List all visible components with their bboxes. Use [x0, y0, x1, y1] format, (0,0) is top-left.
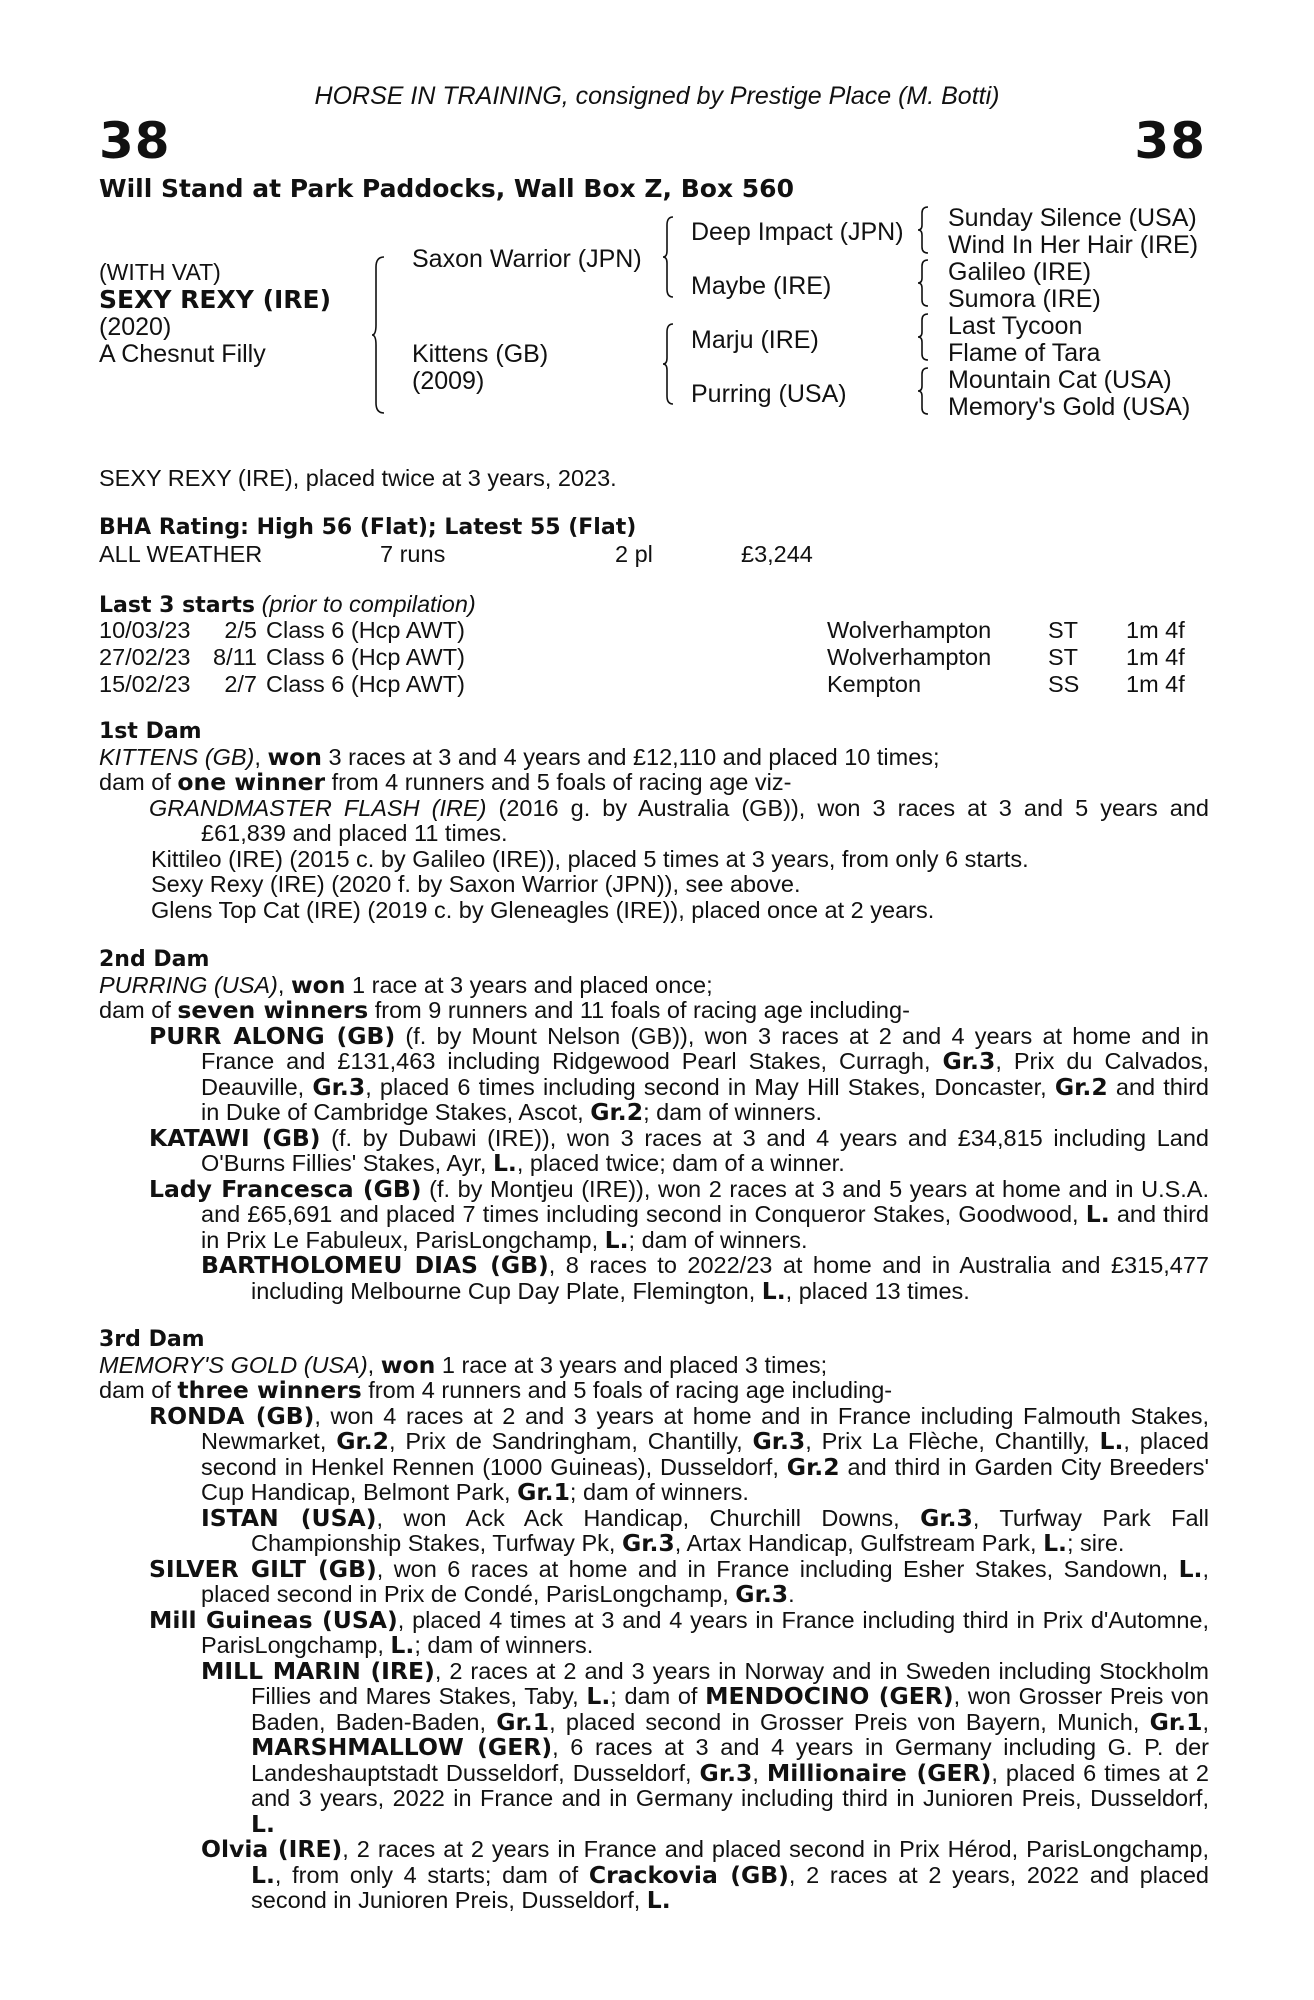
bha-rating: BHA Rating: High 56 (Flat); Latest 55 (Flat) [99, 515, 637, 540]
stand-location: Will Stand at Park Paddocks, Wall Box Z, Box 560 [99, 174, 794, 203]
start-course: Wolverhampton [827, 617, 992, 643]
third-dam-heading: 3rd Dam [99, 1327, 205, 1352]
start-course: Kempton [827, 671, 922, 697]
third-dam-line2: dam of three winners from 4 runners and 5 foals of racing age including- [99, 1376, 893, 1404]
first-dam-section [99, 719, 1209, 923]
start-class: Class 6 (Hcp AWT) [266, 617, 465, 643]
second-dam-produce: KATAWI (GB) (f. by Dubawi (IRE)), won 3 races at 3 and 4 years and £34,815 including Land O'Burns Fillies' Stakes, Ayr, L., placed twice; dam of a winner. [149, 1123, 1209, 1177]
start-distance: 1m 4f [1126, 671, 1185, 697]
second-dam-line2: dam of seven winners from 9 runners and 11 foals of racing age including- [99, 996, 910, 1024]
pedigree-dam-year: (2009) [412, 367, 485, 395]
start-distance: 1m 4f [1126, 644, 1185, 670]
rating-runs: 7 runs [380, 541, 446, 567]
second-dam-section [99, 947, 1209, 1304]
start-going: ST [1048, 617, 1079, 643]
last-starts-note: (prior to compilation) [261, 591, 476, 617]
pedigree-g3-2: Wind In Her Hair (IRE) [948, 231, 1199, 259]
start-row [99, 671, 1185, 698]
horse-name: SEXY REXY (IRE) [99, 285, 332, 314]
start-distance: 1m 4f [1126, 617, 1185, 643]
rating-earnings: £3,244 [741, 541, 813, 567]
start-position: 8/11 [213, 644, 257, 670]
pedigree-g3-3: Galileo (IRE) [948, 258, 1092, 286]
start-going: ST [1048, 644, 1079, 670]
first-dam-produce: Sexy Rexy (IRE) (2020 f. by Saxon Warrior (JPN)), see above. [151, 871, 801, 897]
pedigree-g3-8: Memory's Gold (USA) [948, 393, 1191, 421]
pedigree-bracket-dam [663, 322, 681, 406]
start-date: 15/02/23 [99, 671, 191, 697]
start-row [99, 617, 1185, 644]
race-summary: SEXY REXY (IRE), placed twice at 3 years, 2023. [99, 465, 617, 491]
start-date: 10/03/23 [99, 617, 191, 643]
first-dam-produce: Kittileo (IRE) (2015 c. by Galileo (IRE)), placed 5 times at 3 years, from only 6 starts. [151, 845, 1029, 872]
rating-placed: 2 pl [615, 541, 653, 567]
third-dam-grandproduce: MILL MARIN (IRE), 2 races at 2 and 3 years in Norway and in Sweden including Stockholm Fillies and Mares Stakes, Taby, L.; dam of MENDOCINO (GER), won Grosser Preis von Baden, Baden-Baden, Gr.1, placed second in Grosser Preis von Bayern, Munich, Gr.1, MARSHMALLOW (GER), 6 races at 3 and 4 years in Germany including G. P. der Landeshauptstadt Dusseldorf, Dusseldorf, Gr.3, Millionaire (GER), placed 6 times at 2 and 3 years, 2022 in France and in Germany including third in Junioren Preis, Dusseldorf, L. [201, 1656, 1209, 1838]
pedigree-dam-dam: Purring (USA) [691, 380, 847, 408]
horse-description: A Chesnut Filly [99, 340, 266, 368]
pedigree-bracket-g3-4 [918, 366, 934, 416]
catalogue-header: HORSE IN TRAINING, consigned by Prestige Place (M. Botti) [314, 82, 1000, 110]
pedigree-g3-4: Sumora (IRE) [948, 285, 1101, 313]
pedigree-g3-1: Sunday Silence (USA) [948, 204, 1197, 232]
pedigree-sire: Saxon Warrior (JPN) [412, 245, 642, 273]
start-class: Class 6 (Hcp AWT) [266, 644, 465, 670]
start-row [99, 644, 1185, 671]
pedigree-g3-5: Last Tycoon [948, 312, 1083, 340]
third-dam-produce: SILVER GILT (GB), won 6 races at home and in France including Esher Stakes, Sandown, L., placed second in Prix de Condé, ParisLongchamp, Gr.3. [149, 1554, 1209, 1608]
pedigree-sire-sire: Deep Impact (JPN) [691, 218, 904, 246]
start-course: Wolverhampton [827, 644, 992, 670]
third-dam-grandproduce: Olvia (IRE), 2 races at 2 years in France and placed second in Prix Hérod, ParisLongchamp, L., from only 4 starts; dam of Crackovia (GB), 2 races at 2 years, 2022 and placed second in Junioren Preis, Dusseldorf, L. [201, 1835, 1209, 1914]
last-starts-title: Last 3 starts [99, 593, 256, 618]
pedigree-sire-dam: Maybe (IRE) [691, 272, 832, 300]
pedigree-dam: Kittens (GB) [412, 340, 549, 368]
first-dam-line1: KITTENS (GB), won 3 races at 3 and 4 years and £12,110 and placed 10 times; [99, 742, 940, 771]
second-dam-grandproduce: BARTHOLOMEU DIAS (GB), 8 races to 2022/23 at home and in Australia and £315,477 including Melbourne Cup Day Plate, Flemington, L., placed 13 times. [201, 1251, 1210, 1305]
third-dam-produce: RONDA (GB), won 4 races at 2 and 3 years at home and in France including Falmouth Stakes, Newmarket, Gr.2, Prix de Sandringham, Chantilly, Gr.3, Prix La Flèche, Chantilly, L., placed second in Henkel Rennen (1000 Guineas), Dusseldorf, Gr.2 and third in Garden City Breeders' Cup Handicap, Belmont Park, Gr.1; dam of winners. [149, 1401, 1210, 1506]
pedigree-bracket-main [372, 255, 392, 415]
second-dam-produce: PURR ALONG (GB) (f. by Mount Nelson (GB)), won 3 races at 2 and 4 years at home and in France and £131,463 including Ridgewood Pearl Stakes, Curragh, Gr.3, Prix du Calvados, Deauville, Gr.3, placed 6 times including second in May Hill Stakes, Doncaster, Gr.2 and third in Duke of Cambridge Stakes, Ascot, Gr.2; dam of winners. [149, 1021, 1209, 1126]
first-dam-produce: GRANDMASTER FLASH (IRE) (2016 g. by Australia (GB)), won 3 races at 3 and 5 years and £61,839 and placed 11 times. [149, 794, 1210, 846]
last-starts-heading [99, 591, 476, 618]
pedigree-bracket-g3-1 [918, 205, 934, 255]
last-starts-table [99, 617, 1185, 698]
first-dam-heading: 1st Dam [99, 719, 202, 744]
start-position: 2/7 [224, 671, 257, 697]
pedigree-g3-7: Mountain Cat (USA) [948, 366, 1172, 394]
horse-year: (2020) [99, 313, 172, 341]
lot-number-left: 38 [99, 112, 171, 170]
pedigree-g3-6: Flame of Tara [948, 339, 1101, 367]
start-position: 2/5 [224, 617, 257, 643]
pedigree-bracket-sire [663, 215, 681, 299]
start-going: SS [1048, 671, 1080, 697]
pedigree-bracket-g3-3 [918, 312, 934, 362]
pedigree-dam-sire: Marju (IRE) [691, 326, 819, 354]
third-dam-line1: MEMORY'S GOLD (USA), won 1 race at 3 years and placed 3 times; [99, 1350, 828, 1379]
first-dam-produce: Glens Top Cat (IRE) (2019 c. by Gleneagles (IRE)), placed once at 2 years. [151, 896, 935, 923]
vat-note: (WITH VAT) [99, 259, 221, 285]
third-dam-grandproduce: ISTAN (USA), won Ack Ack Handicap, Churchill Downs, Gr.3, Turfway Park Fall Championship Stakes, Turfway Pk, Gr.3, Artax Handicap, Gulfstream Park, L.; sire. [201, 1503, 1209, 1557]
second-dam-heading: 2nd Dam [99, 947, 210, 972]
start-class: Class 6 (Hcp AWT) [266, 671, 465, 697]
rating-surface: ALL WEATHER [99, 541, 263, 567]
second-dam-produce: Lady Francesca (GB) (f. by Montjeu (IRE)), won 2 races at 3 and 5 years at home and in U.S.A. and £65,691 and placed 7 times including second in Conqueror Stakes, Goodwood, L. and third in Prix Le Fabuleux, ParisLongchamp, L.; dam of winners. [149, 1174, 1210, 1254]
start-date: 27/02/23 [99, 644, 191, 670]
third-dam-produce: Mill Guineas (USA), placed 4 times at 3 and 4 years in France including third in Prix d'Automne, ParisLongchamp, L.; dam of winners. [149, 1605, 1209, 1659]
lot-number-right: 38 [1134, 112, 1206, 170]
third-dam-section [99, 1327, 1209, 1914]
first-dam-line2: dam of one winner from 4 runners and 5 foals of racing age viz- [99, 768, 792, 796]
pedigree-bracket-g3-2 [918, 258, 934, 308]
second-dam-line1: PURRING (USA), won 1 race at 3 years and placed once; [99, 970, 713, 999]
